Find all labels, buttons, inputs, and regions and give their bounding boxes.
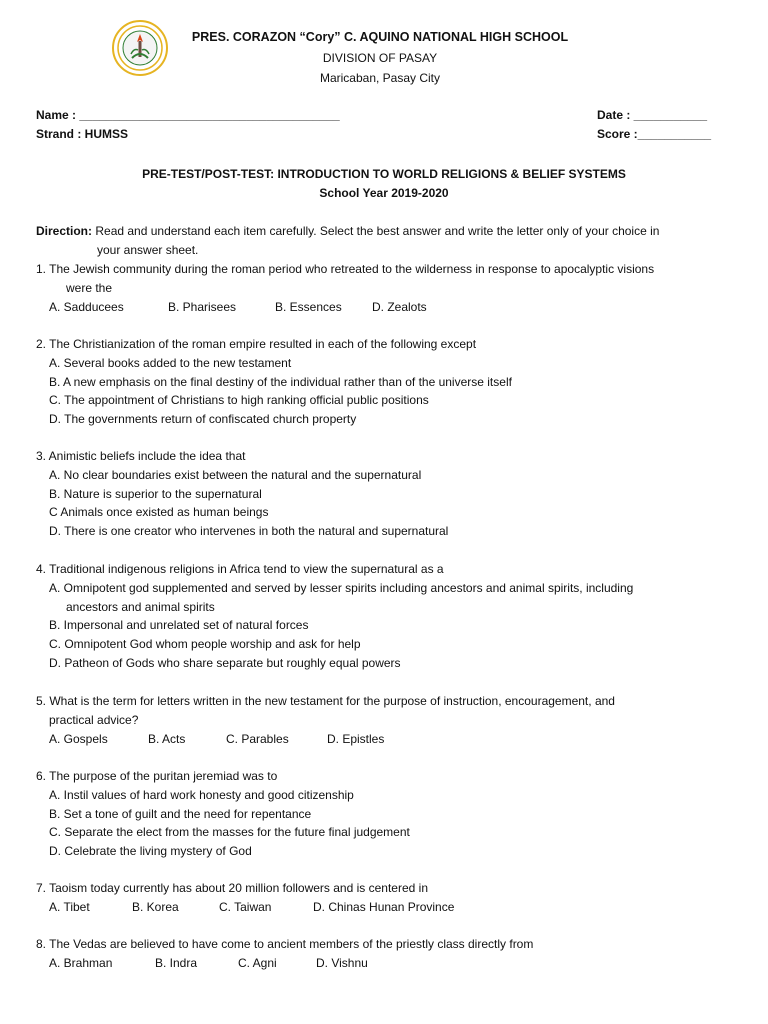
choice-d: D. Zealots [372,299,427,314]
direction-label: Direction: [36,224,93,238]
school-address: Maricaban, Pasay City [319,71,441,85]
question-7 [36,879,728,917]
choice-a: A. No clear boundaries exist between the natural and the supernatural [49,467,422,482]
choice-b: B. Acts [148,731,186,746]
choice-c: C Animals once existed as human beings [49,505,269,520]
score-field: Score :___________ [597,127,712,141]
question-4 [36,560,728,673]
choice-b: B. Pharisees [168,299,237,314]
question-text: 7. Taoism today currently has about 20 million followers and is centered in [36,881,428,895]
choice-b: B. Korea [132,899,179,914]
question-8 [36,935,728,973]
question-text: 3. Animistic beliefs include the idea that [36,449,246,463]
choice-b: B. Nature is superior to the supernatural [49,486,262,501]
direction-block [36,222,728,260]
date-field: Date : ___________ [597,108,708,122]
choice-c: C. Parables [226,731,289,746]
choice-d: D. There is one creator who intervenes in both the natural and supernatural [49,524,449,539]
choice-c: C. Omnipotent God whom people worship and ask for help [49,637,361,652]
question-text-2: were the [66,280,113,295]
choice-d: D. The governments return of confiscated church property [49,412,357,427]
choice-c: C. Separate the elect from the masses for the future final judgement [49,825,410,840]
choice-a: A. Instil values of hard work honesty and good citizenship [49,787,354,802]
choice-c: C. The appointment of Christians to high ranking official public positions [49,393,429,408]
choice-c: C. Agni [238,955,277,970]
choice-d: D. Celebrate the living mystery of God [49,844,252,859]
choice-d: D. Vishnu [316,955,368,970]
school-year: School Year 2019-2020 [319,186,449,200]
question-text: 8. The Vedas are believed to have come to ancient members of the priestly class directly from [36,937,534,951]
choices [36,898,728,917]
question-6 [36,767,728,861]
test-title: PRE-TEST/POST-TEST: INTRODUCTION TO WORLD RELIGIONS & BELIEF SYSTEMS [142,167,626,181]
choice-d: D. Epistles [327,731,385,746]
choice-a: A. Several books added to the new testament [49,355,292,370]
choice-a: A. Brahman [49,955,113,970]
school-seal-logo [112,20,168,76]
school-name: PRES. CORAZON “Cory” C. AQUINO NATIONAL HIGH SCHOOL [191,30,569,44]
choices [36,298,728,317]
name-field: Name : _______________________________________ [36,108,340,122]
question-3 [36,447,728,541]
question-1 [36,260,728,316]
choice-b: B. Set a tone of guilt and the need for repentance [49,806,312,821]
choice-c: C. Taiwan [219,899,272,914]
choice-a: A. Sadducees [49,299,124,314]
question-2 [36,335,728,429]
question-text: 6. The purpose of the puritan jeremiad was to [36,769,278,783]
choice-d: D. Chinas Hunan Province [313,899,455,914]
question-text: 2. The Christianization of the roman empire resulted in each of the following except [36,337,477,351]
question-text: 5. What is the term for letters written in the new testament for the purpose of instruction, encouragement, and [36,694,615,708]
choice-d: D. Patheon of Gods who share separate but roughly equal powers [49,655,401,670]
choice-a-2: ancestors and animal spirits [66,599,215,614]
choices [36,954,728,973]
choice-a: A. Gospels [49,731,108,746]
choice-b: B. Indra [155,955,198,970]
division-name: DIVISION OF PASAY [322,51,438,65]
strand-field: Strand : HUMSS [36,127,129,141]
question-text-2: practical advice? [49,712,139,727]
choice-a: A. Tibet [49,899,90,914]
direction-text: Read and understand each item carefully. Select the best answer and write the letter only of your choice in [92,224,660,238]
choices [36,730,728,749]
question-text: 4. Traditional indigenous religions in Africa tend to view the supernatural as a [36,562,444,576]
direction-text-2: your answer sheet. [97,242,199,257]
choice-c: B. Essences [275,299,342,314]
question-text: 1. The Jewish community during the roman period who retreated to the wilderness in response to apocalyptic visions [36,262,655,276]
choice-a: A. Omnipotent god supplemented and served by lesser spirits including ancestors and animal spirits, including [49,580,634,595]
question-5 [36,692,728,748]
choice-b: B. Impersonal and unrelated set of natural forces [49,618,309,633]
choice-b: B. A new emphasis on the final destiny of the individual rather than of the universe itself [49,374,512,389]
